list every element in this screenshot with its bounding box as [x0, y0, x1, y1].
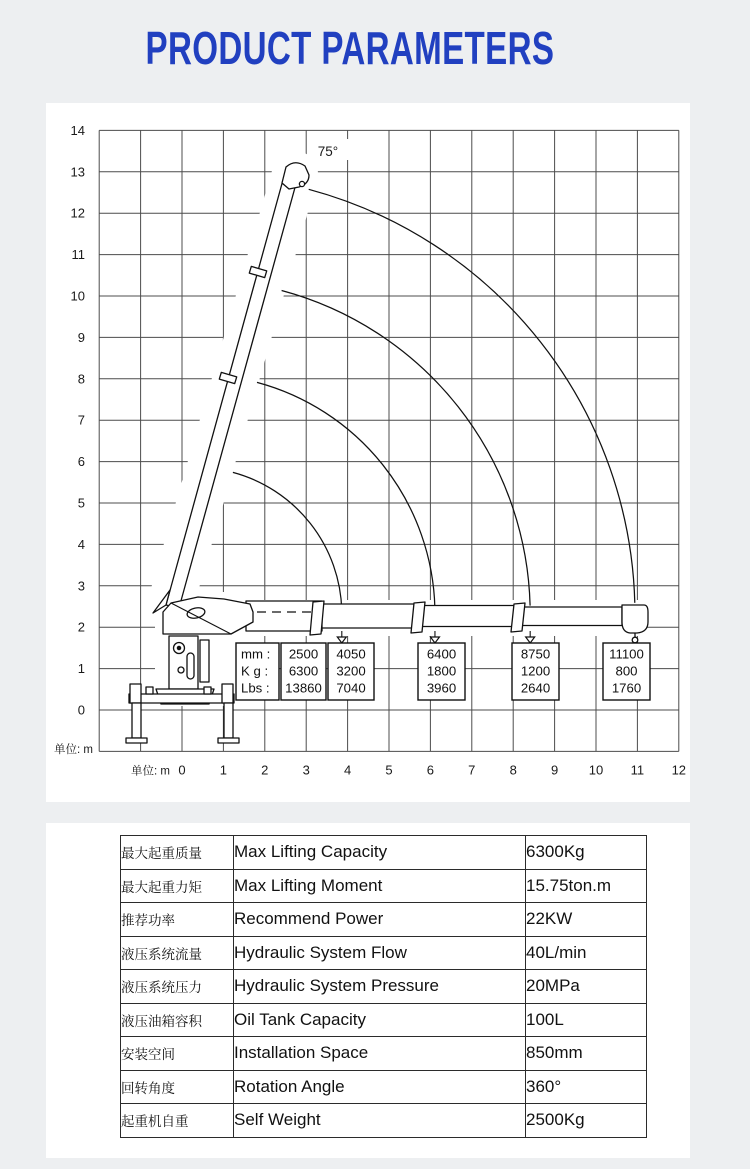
spec-cn-label: 推荐功率 [121, 903, 234, 937]
table-row [121, 936, 647, 970]
load-value: 13860 [285, 680, 322, 696]
load-value: 4050 [336, 646, 366, 662]
y-tick-label: 12 [70, 205, 85, 221]
h-collar-2 [411, 602, 425, 633]
x-tick-label: 9 [550, 762, 559, 778]
marker-triangle [526, 637, 535, 643]
reach-arc [257, 382, 435, 608]
spec-en-label: Rotation Angle [234, 1070, 526, 1104]
load-value: 1800 [426, 663, 457, 679]
load-value: 2500 [288, 646, 319, 662]
spec-en-label: Recommend Power [234, 903, 526, 937]
y-tick-label: 0 [77, 702, 85, 718]
outrigger-cyl-right [222, 684, 233, 703]
h-collar-1 [310, 601, 324, 635]
spec-table [120, 835, 647, 1138]
spec-cn-label: 液压系统流量 [121, 936, 234, 970]
y-tick-label: 10 [70, 288, 85, 304]
h-collar-3 [511, 603, 525, 632]
spec-en-label: Max Lifting Capacity [234, 836, 526, 870]
y-tick-label: 9 [77, 329, 85, 345]
load-unit-label: mm : [241, 646, 271, 662]
spec-value: 6300Kg [526, 836, 647, 870]
column-slot [187, 653, 194, 679]
spec-value: 22KW [526, 903, 647, 937]
spec-cn-label: 安装空间 [121, 1037, 234, 1071]
x-tick-label: 2 [261, 762, 269, 778]
load-value: 3200 [336, 663, 366, 679]
spec-cn-label: 最大起重力矩 [121, 869, 234, 903]
outrigger-cyl-left [130, 684, 141, 703]
spec-en-label: Installation Space [234, 1037, 526, 1071]
spec-cn-label: 最大起重质量 [121, 836, 234, 870]
spec-value: 850mm [526, 1037, 647, 1071]
x-tick-label: 6 [426, 762, 435, 778]
spec-cn-label: 起重机自重 [121, 1104, 234, 1138]
y-tick-label: 6 [77, 454, 85, 470]
spec-cn-label: 液压油箱容积 [121, 1003, 234, 1037]
spec-en-label: Max Lifting Moment [234, 869, 526, 903]
outrigger-beam [129, 694, 234, 703]
y-tick-label: 8 [77, 371, 85, 387]
beam-handle-1 [146, 687, 153, 694]
table-row [121, 903, 647, 937]
load-value: 800 [615, 663, 638, 679]
x-tick-label: 7 [468, 762, 476, 778]
y-tick-label: 1 [77, 661, 85, 677]
y-tick-label: 4 [77, 536, 85, 552]
spec-en-label: Oil Tank Capacity [234, 1003, 526, 1037]
spec-value: 2500Kg [526, 1104, 647, 1138]
outrigger-leg-right [224, 703, 233, 738]
tip-sheave [299, 181, 304, 186]
page-title: PRODUCT PARAMETERS [145, 22, 555, 74]
beam-handle-2 [204, 687, 211, 694]
y-tick-label: 14 [70, 122, 85, 138]
x-tick-label: 3 [302, 762, 310, 778]
column-pin-dot [177, 646, 180, 649]
spec-cn-label: 回转角度 [121, 1070, 234, 1104]
x-tick-label: 12 [671, 762, 687, 778]
spec-en-label: Self Weight [234, 1104, 526, 1138]
load-table-boxes [236, 643, 650, 700]
spec-value: 15.75ton.m [526, 869, 647, 903]
crane-range-chart [46, 103, 690, 802]
y-tick-label: 5 [77, 495, 85, 511]
load-value: 1760 [611, 680, 642, 696]
table-row [121, 970, 647, 1004]
hook-block [622, 605, 648, 633]
h-boom-section-4 [522, 607, 622, 626]
x-tick-label: 8 [509, 762, 517, 778]
load-unit-label: Lbs : [241, 680, 270, 696]
spec-value: 40L/min [526, 936, 647, 970]
x-tick-label: 10 [588, 762, 604, 778]
table-row [121, 1003, 647, 1037]
h-boom-section-3 [422, 606, 522, 627]
table-row [121, 1104, 647, 1138]
y-tick-label: 2 [77, 619, 85, 635]
top-plate [163, 597, 253, 634]
h-boom-section-2 [322, 604, 422, 628]
load-value: 11100 [609, 646, 644, 662]
y-axis-unit-label: 单位: m [54, 744, 93, 756]
lift-cylinder [200, 640, 209, 682]
reach-arc [233, 472, 342, 610]
spec-value: 100L [526, 1003, 647, 1037]
x-axis-unit-label: 单位: m [131, 765, 170, 778]
spec-value: 360° [526, 1070, 647, 1104]
spec-table-card [46, 823, 690, 1158]
y-tick-label: 13 [70, 164, 85, 180]
load-value: 1200 [520, 663, 551, 679]
column-bolt [178, 667, 184, 673]
table-row [121, 869, 647, 903]
spec-en-label: Hydraulic System Pressure [234, 970, 526, 1004]
x-tick-label: 0 [178, 762, 186, 778]
load-value: 3960 [426, 680, 457, 696]
load-value: 6400 [426, 646, 457, 662]
hook-ring [632, 637, 638, 643]
outrigger-leg-left [132, 703, 141, 738]
load-unit-label: K g : [241, 663, 269, 679]
load-value: 8750 [520, 646, 551, 662]
marker-triangle [337, 637, 346, 643]
outrigger-foot-right [218, 738, 239, 743]
table-row [121, 1070, 647, 1104]
y-tick-label: 11 [71, 247, 85, 263]
spec-table-body [121, 836, 647, 1138]
outrigger-foot-left [126, 738, 147, 743]
x-tick-label: 1 [219, 762, 228, 778]
x-tick-label: 11 [630, 762, 645, 778]
y-tick-label: 7 [77, 412, 85, 428]
spec-en-label: Hydraulic System Flow [234, 936, 526, 970]
table-row [121, 1037, 647, 1071]
table-row [121, 836, 647, 870]
boom-angle-label: 75° [317, 144, 339, 159]
x-tick-label: 4 [343, 762, 352, 778]
load-value: 7040 [336, 680, 366, 696]
load-value: 6300 [288, 663, 319, 679]
marker-triangle [430, 637, 439, 643]
spec-value: 20MPa [526, 970, 647, 1004]
raised-boom [166, 169, 299, 608]
y-tick-label: 3 [77, 578, 85, 594]
spec-cn-label: 液压系统压力 [121, 970, 234, 1004]
x-tick-label: 5 [385, 762, 393, 778]
load-value: 2640 [520, 680, 551, 696]
range-chart-card [46, 103, 690, 802]
